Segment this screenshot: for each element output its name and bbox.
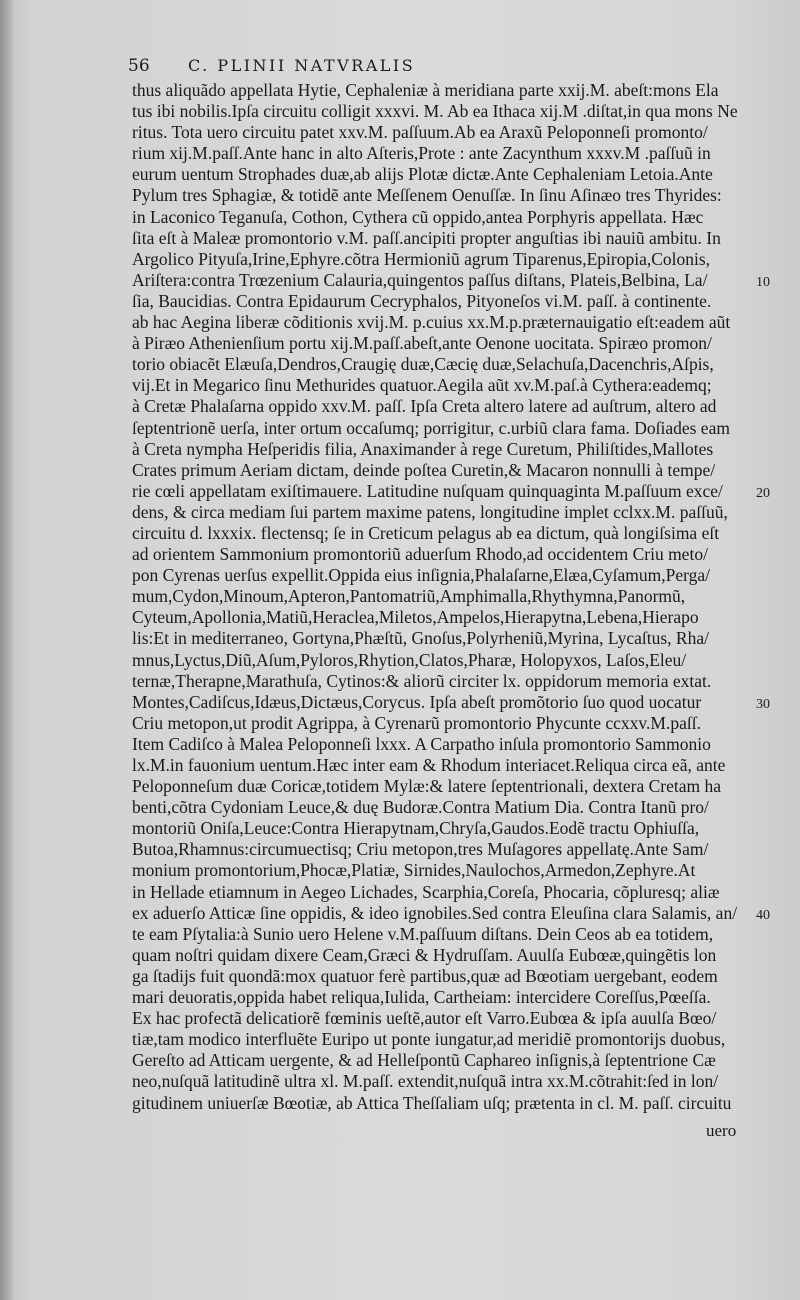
text-line: à Cretæ Phalaſarna oppido xxv.M. paſſ. Ipſa Creta altero latere ad auſtrum, altero ad — [132, 396, 717, 417]
text-line: ex aduerſo Atticæ ſine oppidis, & ideo ignobiles.Sed contra Eleuſina clara Salamis, an/ — [132, 902, 738, 923]
text-line: in Hellade etiamnum in Aegeo Lichades, Scarphia,Coreſa, Phocaria, cõpluresq; aliæ — [132, 881, 720, 902]
text-line: Item Cadiſco à Malea Peloponneſi lxxx. A Carpatho inſula promontorio Sammonio — [132, 733, 711, 754]
text-line: à Creta nympha Heſperidis filia, Anaximander à rege Curetum, Philiſtides,Mallotes — [132, 438, 714, 459]
text-line: pon Cyrenas uerſus expellit.Oppida eius inſignia,Phalaſarne,Elæa,Cyſamum,Perga/ — [132, 565, 711, 586]
margin-line-number: 30 — [756, 697, 770, 712]
text-line: eurum uentum Strophades duæ,ab alijs Plotæ dictæ.Ante Cephaleniam Letoia.Ante — [132, 164, 713, 185]
text-line: te eam Pſytalia:à Sunio uero Helene v.M.paſſuum diſtans. Dein Ceos ab ea totidem, — [132, 923, 714, 944]
text-line: ab hac Aegina liberæ cõditionis xvij.M. p.cuius xx.M.p.præternauigatio eſt:eadem aũt — [132, 312, 731, 333]
page-header — [128, 56, 568, 80]
text-line: Ex hac profectã delicatiorẽ fœminis ueſtẽ,autor eſt Varro.Eubœa & ipſa auulſa Bœo/ — [132, 1008, 717, 1029]
text-line: neo,nuſquã latitudinẽ ultra xl. M.paſſ. extendit,nuſquã intra xx.M.cõtrahit:ſed in lon/ — [132, 1071, 719, 1092]
text-line: Cyteum,Apollonia,Matiũ,Heraclea,Miletos,Ampelos,Hierapytna,Lebena,Hierapo — [132, 607, 699, 628]
page-number: 56 — [128, 56, 150, 76]
text-line: vij.Et in Megarico ſinu Methurides quatuor.Aegila aũt xv.M.paſ.à Cythera:eademq; — [132, 375, 712, 396]
catchword: uero — [706, 1121, 737, 1140]
text-line: Pylum tres Sphagiæ, & totidẽ ante Meſſenem Oenuſſæ. In ſinu Aſinæo tres Thyrides: — [132, 185, 722, 206]
text-line: Butoa,Rhamnus:circumuectisq; Criu metopon,tres Muſagores appellatę.Ante Sam/ — [132, 839, 709, 860]
page-gutter-shadow — [0, 0, 14, 1300]
text-line: tus ibi nobilis.Ipſa circuitu colligit xxxvi. M. Ab ea Ithaca xij.M .diſtat,in qua mons Ne — [132, 101, 738, 122]
text-line: lis:Et in mediterraneo, Gortyna,Phæſtũ, Gnoſus,Polyrheniũ,Myrina, Lycaſtus, Rha/ — [132, 628, 709, 649]
text-line: benti,cõtra Cydoniam Leuce,& duę Budoræ.Contra Matium Dia. Contra Itanũ pro/ — [132, 797, 709, 818]
text-line: mum,Cydon,Minoum,Apteron,Pantomatriũ,Amphimalla,Rhythymna,Panormũ, — [132, 586, 686, 607]
margin-line-number: 20 — [756, 486, 770, 501]
margin-line-number: 40 — [756, 908, 770, 923]
text-line: Gereſto ad Atticam uergente, & ad Helleſpontũ Caphareo inſignis,à ſeptentrione Cæ — [132, 1050, 716, 1071]
text-line: Montes,Cadiſcus,Idæus,Dictæus,Corycus. Ipſa abeſt promõtorio ſuo quod uocatur — [132, 691, 702, 712]
text-line: rie cœli appellatam exiſtimauere. Latitudine nuſquam quinquaginta M.paſſuum exce/ — [132, 480, 723, 501]
text-line: Ariſtera:contra Trœzenium Calauria,quingentos paſſus diſtans, Plateis,Belbina, La/ — [132, 269, 708, 290]
text-line: lx.M.in fauonium uentum.Hæc inter eam & Rhodum interiacet.Reliqua circa eã, ante — [132, 755, 726, 775]
text-line: mnus,Lyctus,Diũ,Aſum,Pyloros,Rhytion,Clatos,Pharæ, Holopyxos, Laſos,Eleu/ — [132, 649, 687, 670]
text-line: circuitu d. lxxxix. flectensq; ſe in Creticum pelagus ab ea dictum, quà longiſsima eſt — [132, 522, 720, 543]
text-line: mari deuoratis,oppida habet reliqua,Iulida, Cartheiam: intercidere Coreſſus,Pœeſſa. — [132, 987, 711, 1008]
text-line: Peloponneſum duæ Coricæ,totidem Mylæ:& latere ſeptentrionali, dextera Cretam ha — [132, 776, 722, 797]
text-line: ritus. Tota uero circuitu patet xxv.M. paſſuum.Ab ea Araxũ Peloponneſi promonto/ — [132, 122, 708, 143]
text-line: gitudinem uniuerſæ Bœotiæ, ab Attica Theſſaliam uſq; prætenta in cl. M. paſſ. circuitu — [132, 1092, 732, 1113]
margin-line-number: 10 — [756, 275, 770, 290]
text-line: thus aliquãdo appellata Hytie, Cephaleniæ à meridiana parte xxij.M. abeſt:mons Ela — [132, 80, 719, 100]
text-line: ad orientem Sammonium promontoriũ aduerſum Rhodo,ad occidentem Criu meto/ — [132, 544, 708, 565]
text-line: ga ſtadijs fuit quondã:mox quatuor ferè partibus,quæ ad Bœotiam uergebant, eodem — [132, 965, 718, 986]
text-line: tiæ,tam modico interfluẽte Euripo ut ponte iungatur,ad meridiẽ promontorijs duobus, — [132, 1029, 726, 1050]
text-line: Criu metopon,ut prodit Agrippa, à Cyrenarũ promontorio Phycunte ccxxv.M.paſſ. — [132, 712, 701, 733]
text-line: Argolico Pityuſa,Irine,Ephyre.cõtra Hermioniũ agrum Tiparenus,Epiropia,Colonis, — [132, 248, 711, 269]
text-line: dens, & circa mediam ſui partem maxime patens, longitudine implet cclxx.M. paſſuũ, — [132, 501, 728, 522]
text-line: à Piræo Athenienſium portu xij.M.paſſ.abeſt,ante Oenone uocitata. Spiræo promon/ — [132, 333, 712, 354]
text-line: ſita eſt à Maleæ promontorio v.M. paſſ.ancipiti propter anguſtias ibi nauiũ ambitu. In — [132, 227, 721, 248]
text-line: ſia, Baucidias. Contra Epidaurum Cecryphalos, Pityoneſos vi.M. paſſ. à continente. — [132, 290, 712, 311]
text-line: Crates primum Aeriam dictam, deinde poſtea Curetin,& Macaron nonnulli à tempe/ — [132, 459, 716, 480]
text-line: torio obiacẽt Elæuſa,Dendros,Craugię duæ,Cæcię duæ,Selachuſa,Dacenchris,Aſpis, — [132, 354, 714, 375]
text-line: in Laconico Teganuſa, Cothon, Cythera cũ oppido,antea Porphyris appellata. Hæc — [132, 206, 704, 227]
text-line: monium promontorium,Phocæ,Platiæ, Sirnides,Naulochos,Armedon,Zephyre.At — [132, 860, 696, 881]
running-head: C. PLINII NATVRALIS — [188, 56, 416, 75]
body-text — [132, 80, 772, 1114]
text-line: montoriũ Oniſa,Leuce:Contra Hierapytnam,Chryſa,Gaudos.Eodẽ tractu Ophiuſſa, — [132, 818, 700, 839]
text-line: rium xij.M.paſſ.Ante hanc in alto Aſteris,Prote : ante Zacynthum xxxv.M .paſſuũ in — [132, 143, 711, 164]
text-line: ſeptentrionẽ uerſa, inter ortum occaſumq; porrigitur, c.urbiũ clara fama. Doſiades eam — [132, 417, 730, 438]
text-line: quam noſtri quidam dixere Ceam,Græci & Hydruſſam. Auulſa Eubœæ,quingẽtis lon — [132, 944, 717, 965]
text-line: ternæ,Therapne,Marathuſa, Cytinos:& aliorũ circiter lx. oppidorum memoria extat. — [132, 670, 712, 691]
